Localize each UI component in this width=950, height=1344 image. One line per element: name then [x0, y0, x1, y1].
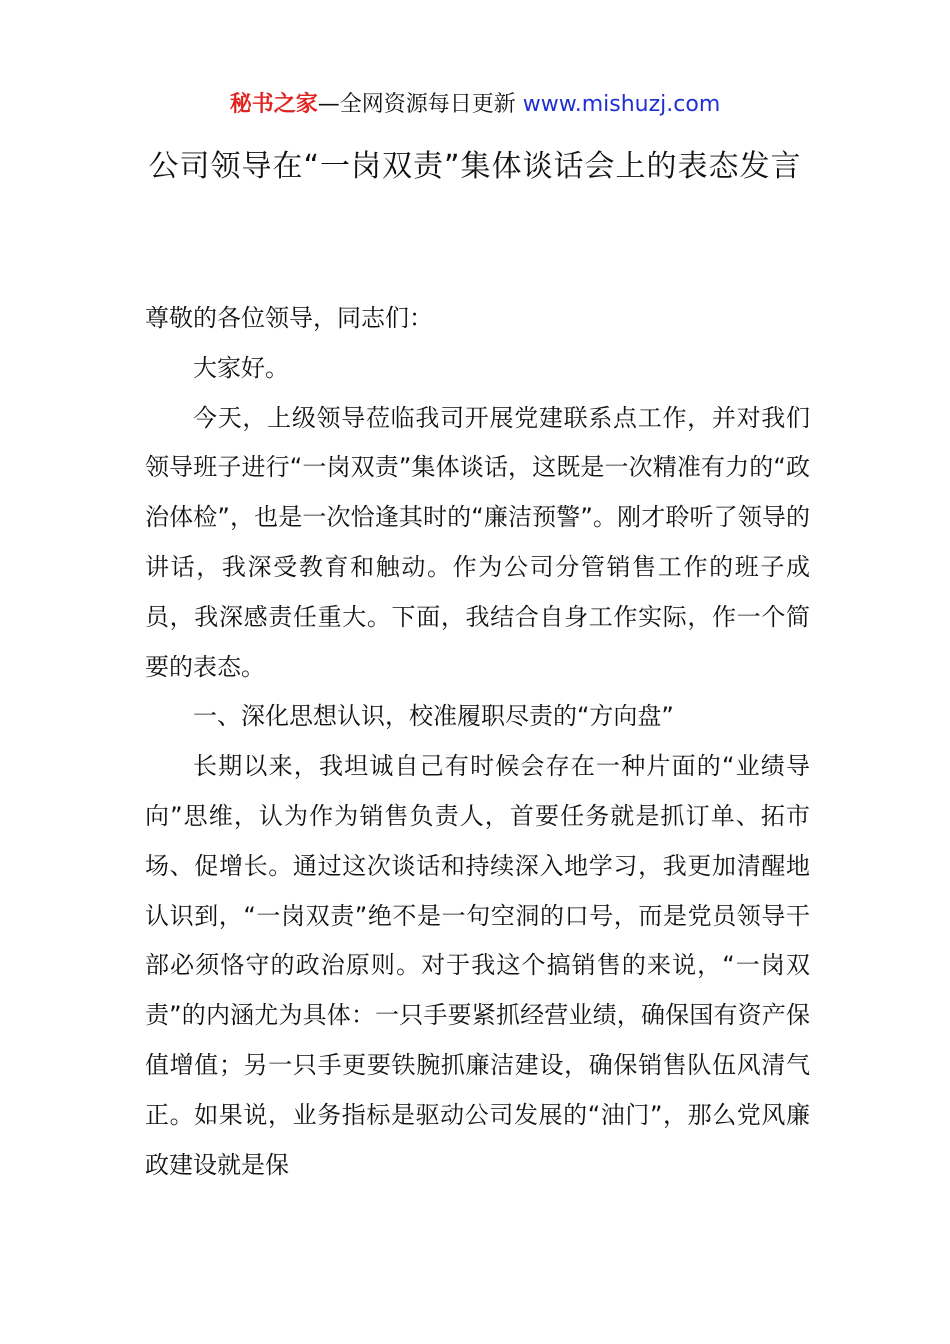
document-body	[145, 294, 810, 1190]
document-title: 公司领导在“一岗双责”集体谈话会上的表态发言	[148, 149, 802, 184]
brand-name: 秘书之家	[229, 92, 318, 117]
section-1-paragraph: 长期以来，我坦诚自己有时候会存在一种片面的“业绩导向”思维，认为作为销售负责人，首要任务就是抓订单、拓市场、促增长。通过这次谈话和持续深入地学习，我更加清醒地认识到，“一岗双责”绝不是一句空洞的口号，而是党员领导干部必须恪守的政治原则。对于我这个搞销售的来说，“一岗双责”的内涵尤为具体：一只手要紧抓经营业绩，确保国有资产保值增值；另一只手更要铁腕抓廉洁建设，确保销售队伍风清气正。如果说，业务指标是驱动公司发展的“油门”，那么党风廉政建设就是保	[145, 752, 810, 1179]
header-tagline: —全网资源每日更新	[317, 92, 523, 117]
site-url-link[interactable]: www.mishuzj.com	[522, 92, 721, 117]
greeting: 大家好。	[193, 353, 289, 382]
section-heading-1: 一、深化思想认识，校准履职尽责的“方向盘”	[193, 702, 674, 731]
site-header	[0, 88, 950, 122]
intro-paragraph: 今天，上级领导莅临我司开展党建联系点工作，并对我们领导班子进行“一岗双责”集体谈话，这既是一次精准有力的“政治体检”，也是一次恰逢其时的“廉洁预警”。刚才聆听了领导的讲话，我深受教育和触动。作为公司分管销售工作的班子成员，我深感责任重大。下面，我结合自身工作实际，作一个简要的表态。	[145, 403, 810, 681]
salutation: 尊敬的各位领导，同志们：	[145, 304, 433, 332]
